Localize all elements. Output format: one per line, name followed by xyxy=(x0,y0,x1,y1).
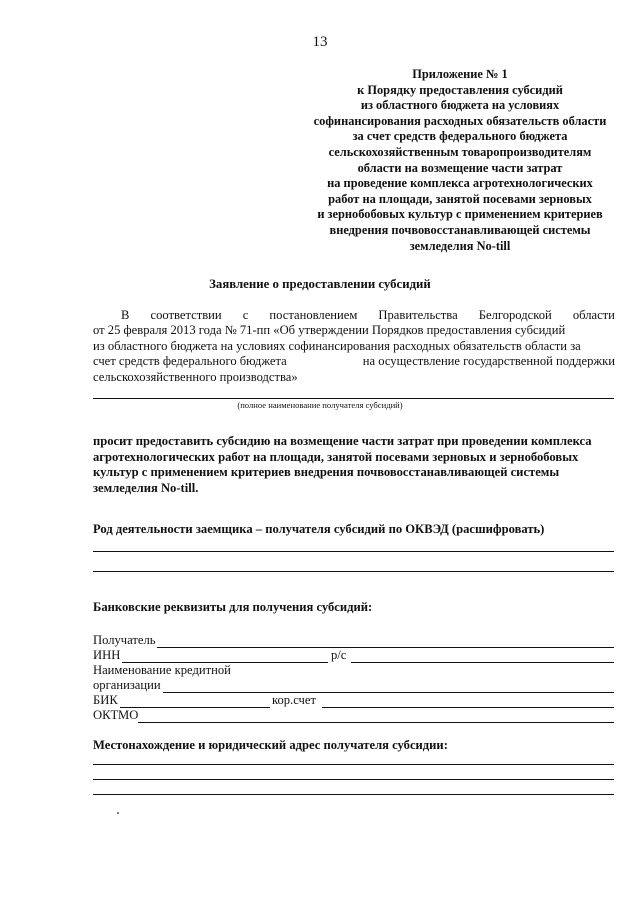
scan-speck xyxy=(117,812,119,814)
intro-word: Правительства xyxy=(378,308,458,322)
appendix-line: Приложение № 1 xyxy=(412,67,508,81)
appendix-line: области на возмещение части затрат xyxy=(357,160,563,175)
request-paragraph xyxy=(93,434,615,496)
bank-name-label: организации xyxy=(93,678,161,692)
activity-heading: Род деятельности заемщика – получателя субсидий по ОКВЭД (расшифровать) xyxy=(93,522,545,536)
request-line xyxy=(93,434,615,450)
intro-word: соответствии xyxy=(150,308,222,322)
intro-word: с xyxy=(242,308,249,322)
intro-line xyxy=(93,370,615,385)
address-field-line[interactable] xyxy=(93,794,614,795)
request-text: просит предоставить субсидию на возмещение части затрат при проведении комплекса xyxy=(93,434,592,448)
appendix-line: внедрения почвовосстанавливающей системы xyxy=(329,222,591,237)
request-text: культур с применением критериев внедрения почвовосстанавливающей системы xyxy=(93,465,560,480)
intro-line xyxy=(93,339,615,354)
intro-text: сельскохозяйственного производства» xyxy=(93,369,298,384)
activity-field-line[interactable] xyxy=(93,571,614,572)
intro-line xyxy=(93,354,615,369)
recipient-name-line[interactable] xyxy=(93,398,614,399)
oktmo-field[interactable] xyxy=(138,722,614,723)
intro-text: от 25 февраля 2013 года № 71-пп «Об утверждении Порядков предоставления субсидий xyxy=(93,323,566,338)
account-field[interactable] xyxy=(351,662,614,663)
bank-name-field[interactable] xyxy=(163,692,614,693)
recipient-caption: (полное наименование получателя субсидий) xyxy=(237,400,403,410)
corr-account-label: кор.счет xyxy=(272,693,316,707)
account-label: р/с xyxy=(331,648,347,662)
request-line xyxy=(93,465,615,481)
intro-word: В xyxy=(121,308,130,322)
intro-text: из областного бюджета на условиях софинансирования расходных обязательств области за xyxy=(93,338,581,353)
appendix-line: и зернобобовых культур с применением критериев xyxy=(317,207,603,222)
activity-field-line[interactable] xyxy=(93,551,614,552)
bik-label: БИК xyxy=(93,693,118,707)
bik-field[interactable] xyxy=(120,707,270,708)
intro-word: Белгородской xyxy=(478,308,552,322)
inn-label: ИНН xyxy=(93,648,121,662)
page-number: 13 xyxy=(312,34,328,50)
address-field-line[interactable] xyxy=(93,779,614,780)
intro-paragraph xyxy=(93,308,615,385)
appendix-line: работ на площади, занятой посевами зерновых xyxy=(328,191,592,206)
request-text: земледелия No-till. xyxy=(93,480,199,495)
intro-line xyxy=(93,308,615,323)
intro-word: области xyxy=(572,308,615,322)
appendix-line: сельскохозяйственным товаропроизводителям xyxy=(328,144,592,159)
bank-heading: Банковские реквизиты для получения субсидий: xyxy=(93,600,373,614)
form-title: Заявление о предоставлении субсидий xyxy=(209,277,431,291)
request-line xyxy=(93,450,615,466)
appendix-line: софинансирования расходных обязательств области xyxy=(313,113,607,128)
corr-account-field[interactable] xyxy=(322,707,614,708)
appendix-header xyxy=(290,67,630,254)
request-line xyxy=(93,481,615,497)
intro-word: постановлением xyxy=(269,308,358,322)
oktmo-label: ОКТМО xyxy=(93,708,139,722)
appendix-line: к Порядку предоставления субсидий xyxy=(357,82,563,97)
intro-line xyxy=(93,323,615,338)
intro-text: счет средств федерального бюджета xyxy=(93,354,287,369)
recipient-field[interactable] xyxy=(157,647,614,648)
address-field-line[interactable] xyxy=(93,764,614,765)
recipient-label: Получатель xyxy=(93,633,156,647)
appendix-line: из областного бюджета на условиях xyxy=(360,98,560,113)
bank-name-label: Наименование кредитной xyxy=(93,663,231,677)
request-text: агротехнологических работ на площади, занятой посевами зерновых и зернобобовых xyxy=(93,449,579,464)
address-heading: Местонахождение и юридический адрес получателя субсидии: xyxy=(93,738,448,752)
appendix-line: земледелия No-till xyxy=(409,238,511,253)
appendix-line: на проведение комплекса агротехнологических xyxy=(327,176,593,191)
appendix-line: за счет средств федерального бюджета xyxy=(352,129,568,144)
intro-text: на осуществление государственной поддержки xyxy=(362,354,615,369)
